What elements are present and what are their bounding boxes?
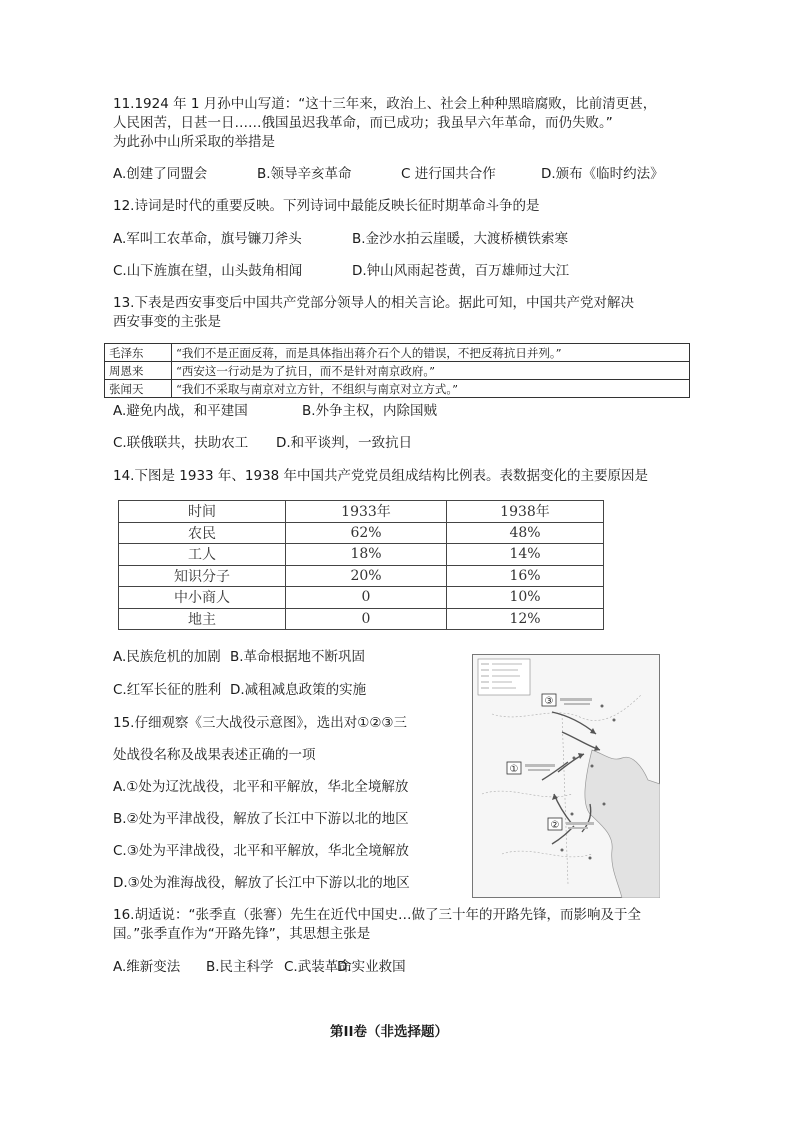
q12-option-a: A.军叫工农革命，旗号镰刀斧头 — [113, 231, 302, 247]
header-1938: 1938年 — [447, 501, 604, 523]
cell-1933: 20% — [286, 565, 447, 587]
table-row — [105, 380, 690, 398]
cell-1938: 12% — [447, 608, 604, 630]
speaker-quote: “我们不采取与南京对立方针，不组织与南京对立方式。” — [172, 380, 690, 398]
table-row — [119, 544, 604, 566]
row-label: 农民 — [119, 522, 286, 544]
q11-stem-line3: 为此孙中山所采取的举措是 — [113, 134, 275, 150]
q16-option-d: D.实业救国 — [337, 959, 406, 975]
q16-stem-line2: 国。”张季直作为“开路先锋”，其思想主张是 — [113, 926, 371, 942]
q16-option-a: A.维新变法 — [113, 959, 181, 975]
q12-option-c: C.山下旌旗在望，山头鼓角相闻 — [113, 263, 303, 279]
speaker-quote: “我们不是正面反蒋，而是具体指出蒋介石个人的错误，不把反蒋抗日并列。” — [172, 344, 690, 362]
q14-option-b: B.革命根据地不断巩固 — [230, 649, 366, 665]
q15-option-a: A.①处为辽沈战役，北平和平解放，华北全境解放 — [113, 779, 409, 795]
q13-option-b: B.外争主权，内除国贼 — [302, 403, 438, 419]
cell-1938: 48% — [447, 522, 604, 544]
q12-option-b: B.金沙水拍云崖暖，大渡桥横铁索寒 — [352, 231, 569, 247]
table-row — [119, 565, 604, 587]
q14-party-composition-table — [118, 500, 604, 630]
table-row — [105, 344, 690, 362]
q11-option-a: A.创建了同盟会 — [113, 166, 208, 182]
cell-1938: 10% — [447, 587, 604, 609]
q12-stem: 12.诗词是时代的重要反映。下列诗词中最能反映长征时期革命斗争的是 — [113, 198, 540, 214]
q15-option-d: D.③处为淮海战役，解放了长江中下游以北的地区 — [113, 875, 410, 891]
speaker-name: 张闻天 — [105, 380, 172, 398]
q16-option-c: C.武装革命 — [284, 959, 352, 975]
q13-stem-line2: 西安事变的主张是 — [113, 314, 221, 330]
cell-1933: 0 — [286, 608, 447, 630]
table-row — [119, 587, 604, 609]
table-row — [119, 608, 604, 630]
table-header-row — [119, 501, 604, 523]
q15-option-b: B.②处为平津战役，解放了长江中下游以北的地区 — [113, 811, 409, 827]
map-label-2: ② — [550, 820, 560, 831]
table-row — [119, 522, 604, 544]
header-1933: 1933年 — [286, 501, 447, 523]
q16-option-b: B.民主科学 — [206, 959, 274, 975]
row-label: 知识分子 — [119, 565, 286, 587]
q15-option-c: C.③处为平津战役，北平和平解放，华北全境解放 — [113, 843, 409, 859]
speaker-quote: “西安这一行动是为了抗日，而不是针对南京政府。” — [172, 362, 690, 380]
section-title: 第II卷（非选择题） — [330, 1024, 449, 1040]
q14-stem: 14.下图是 1933 年、1938 年中国共产党党员组成结构比例表。表数据变化的主要原因是 — [113, 468, 649, 484]
cell-1933: 18% — [286, 544, 447, 566]
row-label: 中小商人 — [119, 587, 286, 609]
q15-stem-line1: 15.仔细观察《三大战役示意图》，选出对①②③三 — [113, 715, 408, 731]
q11-stem-line2: 人民困苦，日甚一日……俄国虽迟我革命，而已成功；我虽早六年革命，而仍失败。” — [113, 115, 613, 131]
q14-option-a: A.民族危机的加剧 — [113, 649, 221, 665]
table-row — [105, 362, 690, 380]
q13-quote-table — [104, 343, 690, 398]
q11-option-b: B.领导辛亥革命 — [257, 166, 352, 182]
cell-1938: 14% — [447, 544, 604, 566]
cell-1938: 16% — [447, 565, 604, 587]
q16-stem-line1: 16.胡适说：“张季直（张謇）先生在近代中国史…做了三十年的开路先锋，而影响及于全 — [113, 907, 641, 923]
q13-option-c: C.联俄联共，扶助农工 — [113, 435, 249, 451]
row-label: 地主 — [119, 608, 286, 630]
q13-option-d: D.和平谈判，一致抗日 — [276, 435, 413, 451]
speaker-name: 毛泽东 — [105, 344, 172, 362]
cell-1933: 0 — [286, 587, 447, 609]
q13-stem-line1: 13.下表是西安事变后中国共产党部分领导人的相关言论。据此可知，中国共产党对解决 — [113, 295, 634, 311]
row-label: 工人 — [119, 544, 286, 566]
q11-stem-line1: 11.1924 年 1 月孙中山写道：“这十三年来，政治上、社会上种种黑暗腐败，比前清更甚， — [113, 96, 657, 112]
q14-option-c: C.红军长征的胜利 — [113, 682, 222, 698]
q15-stem-line2: 处战役名称及战果表述正确的一项 — [113, 747, 316, 763]
q12-option-d: D.钟山风雨起苍黄，百万雄师过大江 — [352, 263, 570, 279]
map-label-1: ① — [509, 764, 519, 775]
map-label-3: ③ — [544, 696, 554, 707]
q11-option-d: D.颁布《临时约法》 — [541, 166, 664, 182]
q13-option-a: A.避免内战，和平建国 — [113, 403, 248, 419]
cell-1933: 62% — [286, 522, 447, 544]
three-campaigns-map-image — [472, 654, 660, 898]
header-time: 时间 — [119, 501, 286, 523]
speaker-name: 周恩来 — [105, 362, 172, 380]
q11-option-c: C 进行国共合作 — [401, 166, 496, 182]
q14-option-d: D.减租减息政策的实施 — [230, 682, 367, 698]
